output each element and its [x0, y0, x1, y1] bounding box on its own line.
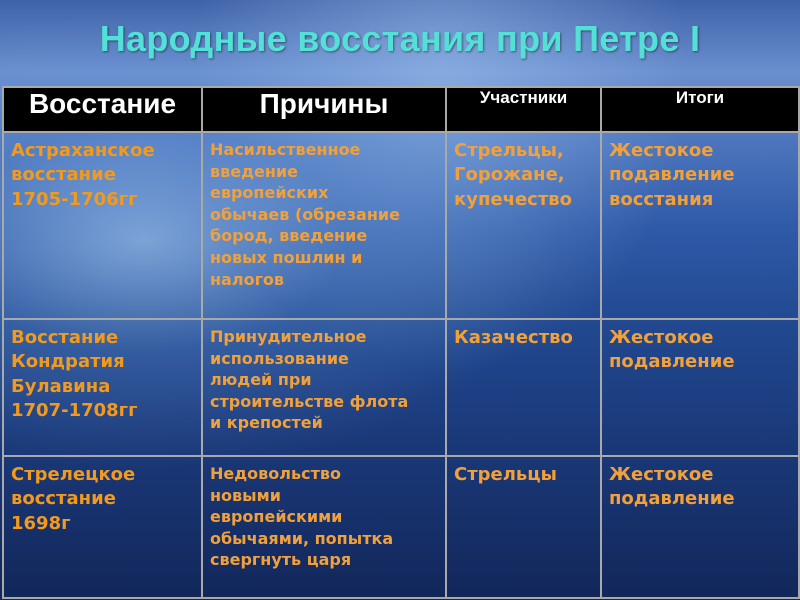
- cell-line: Булавина: [11, 375, 111, 397]
- cell-line: Стрелецкое: [11, 464, 136, 485]
- cell-line: восстание: [11, 164, 116, 186]
- participants-cell: [446, 456, 601, 598]
- uprising-cell: [3, 132, 202, 319]
- cell-line: 1707-1708гг: [11, 399, 138, 421]
- cell-line: европейскими: [210, 507, 343, 527]
- cell-line: новых пошлин и: [210, 247, 363, 267]
- cell-line: Насильственное: [210, 140, 361, 159]
- cell-line: обычаями, попытка: [210, 528, 394, 548]
- cell-line: обычаев (обрезание: [210, 204, 400, 224]
- cell-line: Жестокое: [609, 464, 714, 485]
- results-cell: [601, 319, 799, 456]
- uprising-cell: [3, 456, 202, 598]
- cell-line: 1698г: [11, 512, 71, 534]
- cell-line: Стрельцы: [454, 464, 557, 485]
- cell-line: восстания: [609, 188, 714, 210]
- cell-line: людей при: [210, 370, 312, 390]
- header-results: Итоги: [601, 87, 799, 132]
- cell-line: 1705-1706гг: [11, 188, 138, 210]
- cell-line: купечество: [454, 188, 573, 210]
- cell-line: Недовольство: [210, 464, 341, 483]
- cell-line: европейских: [210, 183, 329, 203]
- table-header-row: [3, 87, 799, 132]
- cell-line: введение: [210, 161, 298, 181]
- table-row: [3, 456, 799, 598]
- causes-cell: [202, 132, 446, 319]
- cell-line: Восстание: [11, 327, 119, 348]
- cell-line: подавление: [609, 164, 735, 186]
- uprising-cell: [3, 319, 202, 456]
- cell-line: использование: [210, 348, 349, 368]
- cell-line: Казачество: [454, 327, 573, 348]
- cell-line: Астраханское: [11, 140, 155, 161]
- table-row: [3, 132, 799, 319]
- results-cell: [601, 456, 799, 598]
- cell-line: и крепостей: [210, 413, 323, 433]
- participants-cell: [446, 319, 601, 456]
- cell-line: подавление: [609, 488, 735, 510]
- cell-line: Стрельцы,: [454, 140, 564, 161]
- uprisings-table: [2, 86, 800, 599]
- slide-title: Народные восстания при Петре I: [99, 18, 701, 59]
- cell-line: Горожане,: [454, 164, 565, 186]
- cell-line: Жестокое: [609, 327, 714, 348]
- header-participants: Участники: [446, 87, 601, 132]
- cell-line: налогов: [210, 269, 285, 289]
- cell-line: бород, введение: [210, 226, 368, 246]
- cell-line: свергнуть царя: [210, 550, 352, 570]
- participants-cell: [446, 132, 601, 319]
- cell-line: восстание: [11, 488, 116, 510]
- causes-cell: [202, 319, 446, 456]
- cell-line: Принудительное: [210, 327, 367, 346]
- cell-line: новыми: [210, 485, 281, 505]
- causes-cell: [202, 456, 446, 598]
- header-causes: Причины: [202, 87, 446, 132]
- cell-line: строительстве флота: [210, 391, 409, 411]
- table-row: [3, 319, 799, 456]
- header-uprising: Восстание: [3, 87, 202, 132]
- cell-line: Жестокое: [609, 140, 714, 161]
- cell-line: подавление: [609, 351, 735, 373]
- results-cell: [601, 132, 799, 319]
- cell-line: Кондратия: [11, 351, 125, 373]
